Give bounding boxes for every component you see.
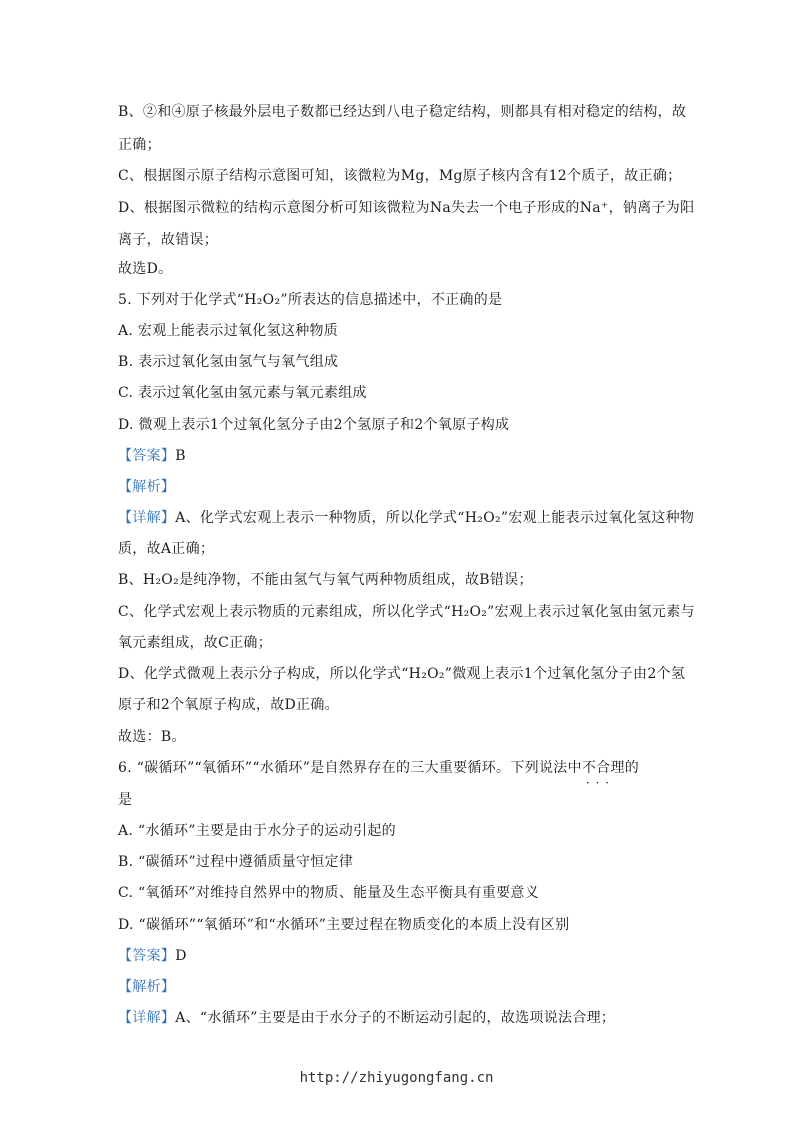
text-line: 故选：B。 (118, 729, 186, 745)
text-line: 离子，故错误； (118, 232, 219, 248)
question-5-option-a: A. 宏观上能表示过氧化氢这种物质 (118, 323, 339, 339)
question-6-analysis-tag (118, 977, 175, 997)
answer-tag: 【答案】 (118, 948, 176, 964)
detail-tag: 【详解】 (118, 510, 176, 526)
question-5-answer (118, 446, 186, 466)
answer-value: B (175, 448, 186, 464)
question-5-option-b: B. 表示过氧化氢由氢气与氧气组成 (118, 354, 339, 370)
text-line: 原子和2个氧原子构成，故D正确。 (118, 697, 339, 713)
question-6-option-a: A. “水循环”主要是由于水分子的运动引起的 (118, 823, 396, 839)
detail-text: A、化学式宏观上表示一种物质，所以化学式“H₂O₂”宏观上能表示过氧化氢这种物 (175, 510, 695, 526)
text-line: 质，故A正确； (118, 541, 215, 557)
emphasized-text: 不合理 · · · (582, 760, 625, 776)
text-line: B、H₂O₂是纯净物，不能由氢气与氧气两种物质组成，故B错误； (118, 572, 533, 588)
stem-text: 的 (624, 760, 640, 776)
text-line: 正确； (118, 137, 161, 153)
detail-tag: 【详解】 (118, 1010, 176, 1026)
stem-text: 6. “碳循环”“氧循环”“水循环”是自然界存在的三大重要循环。下列说法中 (118, 760, 582, 776)
text-line: 故选D。 (118, 261, 173, 277)
text-line: C、根据图示原子结构示意图可知，该微粒为Mg，Mg原子核内含有12个质子，故正确； (118, 168, 682, 184)
text-line: C、化学式宏观上表示物质的元素组成，所以化学式“H₂O₂”宏观上表示过氧化氢由氢元素与 (118, 604, 695, 620)
question-6-answer (118, 946, 187, 966)
text-line: D、根据图示微粒的结构示意图分析可知该微粒为Na失去一个电子形成的Na⁺，钠离子为阳 (118, 200, 695, 216)
question-5-option-d: D. 微观上表示1个过氧化氢分子由2个氢原子和2个氧原子构成 (118, 417, 510, 433)
question-5-detail (118, 508, 694, 528)
analysis-tag: 【解析】 (118, 979, 176, 995)
footer-url: http://zhiyugongfang.cn (299, 1070, 494, 1086)
question-5-analysis-tag (118, 477, 175, 497)
text-line: B、②和④原子核最外层电子数都已经达到八电子稳定结构，则都具有相对稳定的结构，故 (118, 104, 687, 120)
answer-value: D (175, 948, 187, 964)
detail-text: A、“水循环”主要是由于水分子的不断运动引起的，故选项说法合理； (175, 1010, 616, 1026)
question-6-stem-cont: 是 (118, 792, 133, 808)
question-6-option-b: B. “碳循环”过程中遵循质量守恒定律 (118, 854, 354, 870)
text-line: 氧元素组成，故C正确； (118, 635, 273, 651)
question-6-option-c: C. “氧循环”对维持自然界中的物质、能量及生态平衡具有重要意义 (118, 885, 540, 901)
answer-tag: 【答案】 (118, 448, 176, 464)
question-5-stem: 5. 下列对于化学式“H₂O₂”所表达的信息描述中，不正确的是 (118, 292, 503, 308)
analysis-tag: 【解析】 (118, 479, 176, 495)
question-6-option-d: D. “碳循环”“氧循环”和“水循环”主要过程在物质变化的本质上没有区别 (118, 917, 570, 933)
question-5-option-c: C. 表示过氧化氢由氢元素与氧元素组成 (118, 385, 367, 401)
text-line: D、化学式微观上表示分子构成，所以化学式“H₂O₂”微观上表示1个过氧化氢分子由2个氢 (118, 666, 686, 682)
question-6-detail (118, 1008, 615, 1028)
question-6-stem (118, 758, 639, 778)
